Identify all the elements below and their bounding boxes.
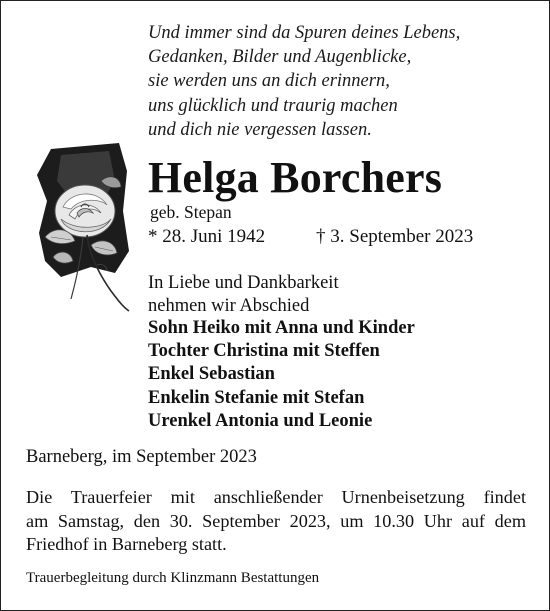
ceremony-info: [26, 486, 526, 557]
farewell-line: In Liebe und Dankbarkeit: [148, 273, 339, 293]
poem-line: Und immer sind da Spuren deines Lebens,: [148, 23, 461, 43]
rose-illustration-icon: [31, 141, 135, 313]
poem-line: und dich nie vergessen lassen.: [148, 119, 372, 140]
deceased-name: Helga Borchers: [148, 153, 443, 202]
death-date: † 3. September 2023: [316, 226, 474, 247]
memorial-poem: [148, 21, 538, 142]
mourner-line: Tochter Christina mit Steffen: [148, 341, 380, 362]
poem-line: sie werden uns an dich erinnern,: [148, 71, 390, 92]
maiden-name: geb. Stepan: [150, 202, 232, 222]
mourners-list: [148, 317, 415, 433]
mourner-line: Sohn Heiko mit Anna und Kinder: [148, 318, 415, 338]
ceremony-line: Die Trauerfeier mit anschließender Urnenbeisetzung findet: [26, 487, 526, 507]
mourner-line: Urenkel Antonia und Leonie: [148, 410, 373, 431]
place-and-date: Barneberg, im September 2023: [26, 447, 257, 467]
poem-line: uns glücklich und traurig machen: [148, 95, 398, 116]
birth-date: * 28. Juni 1942: [148, 226, 266, 247]
farewell-line: nehmen wir Abschied: [148, 296, 310, 317]
farewell-text: [148, 272, 339, 318]
mourner-line: Enkelin Stefanie mit Stefan: [148, 387, 365, 408]
poem-line: Gedanken, Bilder und Augenblicke,: [148, 47, 412, 68]
mourner-line: Enkel Sebastian: [148, 364, 275, 385]
undertaker-credit: Trauerbegleitung durch Klinzmann Bestattungen: [26, 570, 320, 586]
ceremony-line: Friedhof in Barneberg statt.: [26, 534, 227, 554]
ceremony-line: am Samstag, den 30. September 2023, um 10.30 Uhr auf dem: [26, 510, 526, 531]
